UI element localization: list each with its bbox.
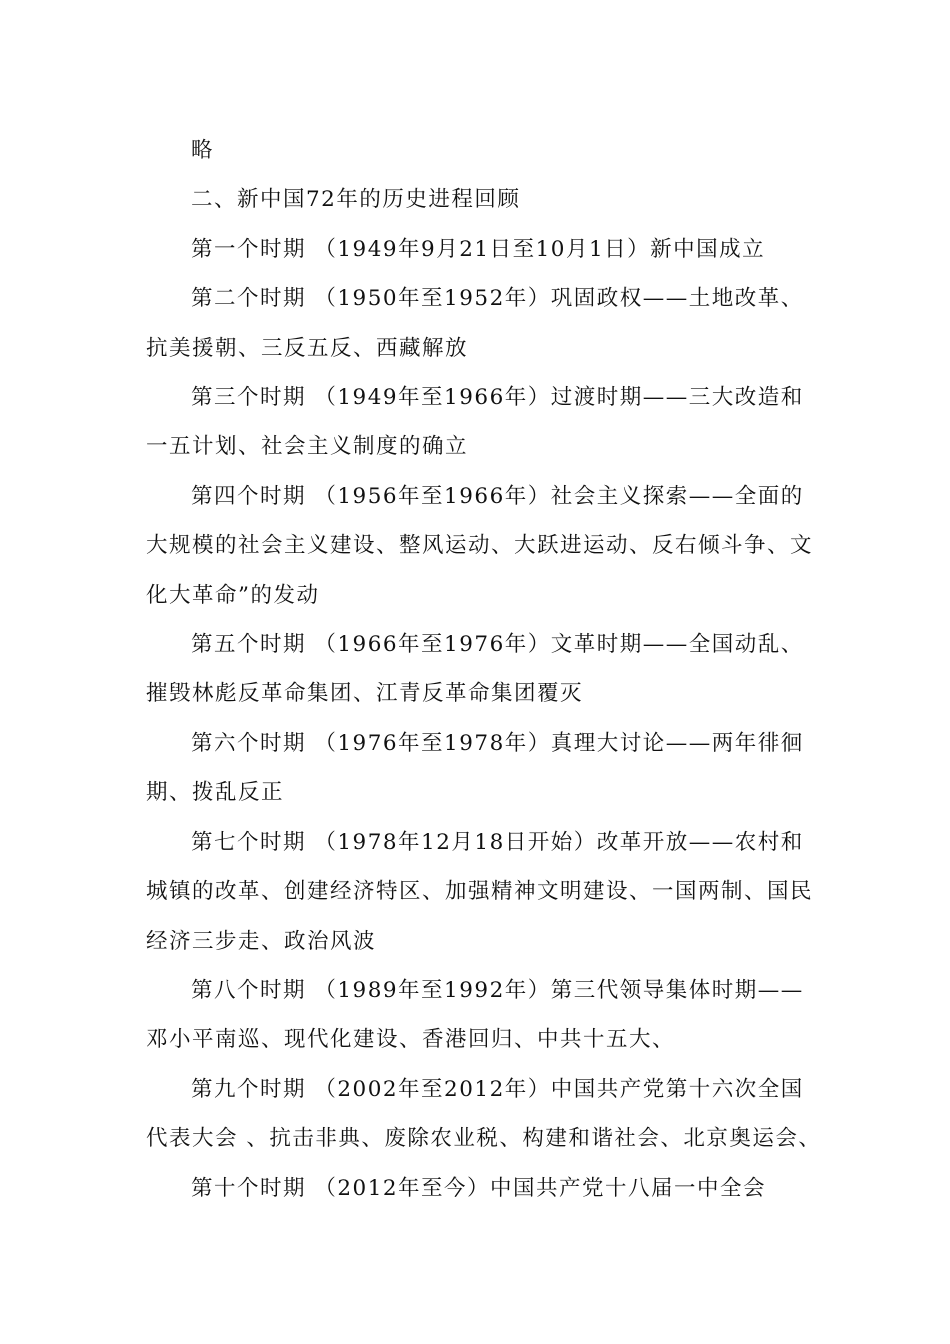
period-paragraph: 第五个时期 （1966年至1976年）文革时期——全国动乱、摧毁林彪反革命集团、江青反革命集团覆灭 xyxy=(146,632,804,707)
period-paragraph: 第一个时期 （1949年9月21日至10月1日）新中国成立 xyxy=(191,236,766,262)
section-heading: 二、新中国72年的历史进程回顾 xyxy=(191,187,521,213)
period-paragraph: 第十个时期 （2012年至今）中国共产党十八届一中全会 xyxy=(191,1175,767,1201)
document-body xyxy=(146,126,826,1213)
period-paragraph: 第七个时期 （1978年12月18日开始）改革开放——农村和城镇的改革、创建经济特区、加强精神文明建设、一国两制、国民经济三步走、政治风波 xyxy=(146,829,814,954)
period-paragraph: 第八个时期 （1989年至1992年）第三代领导集体时期——邓小平南巡、现代化建设、香港回归、中共十五大、 xyxy=(146,977,804,1053)
period-paragraph: 第九个时期 （2002年至2012年）中国共产党第十六次全国代表大会 、抗击非典、废除农业税、构建和谐社会、北京奥运会、 xyxy=(146,1076,822,1152)
period-paragraph: 第三个时期 （1949年至1966年）过渡时期——三大改造和一五计划、社会主义制度的确立 xyxy=(146,385,804,460)
period-paragraph: 第六个时期 （1976年至1978年）真理大讨论——两年徘徊期、拨乱反正 xyxy=(146,730,804,806)
period-paragraph: 第二个时期 （1950年至1952年）巩固政权——土地改革、抗美援朝、三反五反、西藏解放 xyxy=(146,286,804,361)
period-paragraph: 第四个时期 （1956年至1966年）社会主义探索——全面的大规模的社会主义建设、整风运动、大跃进运动、反右倾斗争、文化大革命”的发动 xyxy=(146,483,814,608)
paragraph-brief: 略 xyxy=(191,138,215,163)
